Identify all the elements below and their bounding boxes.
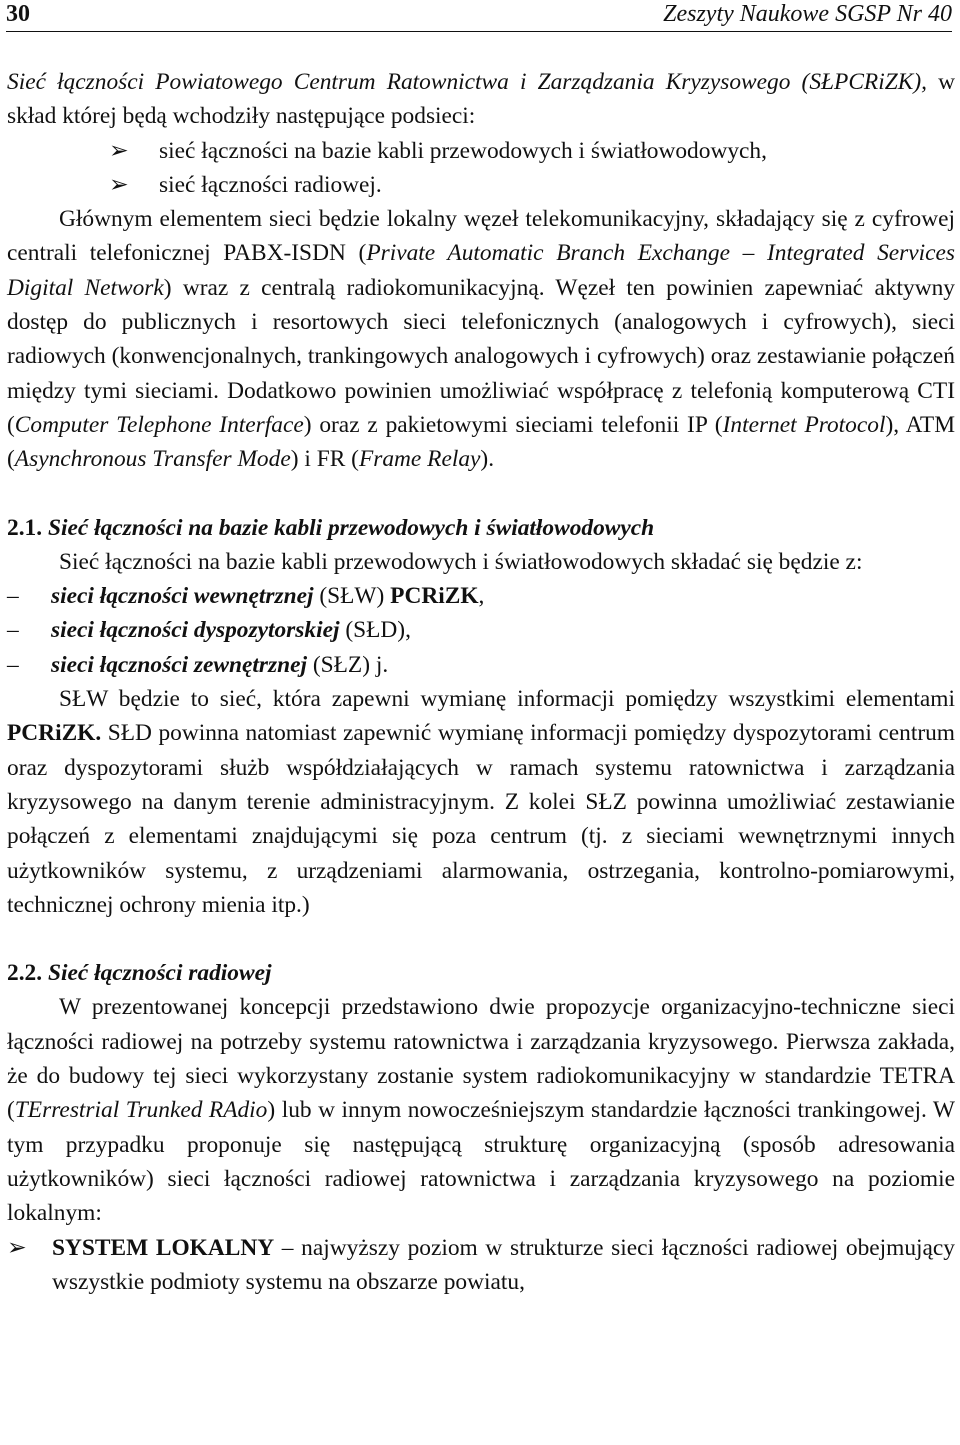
text-run: Frame Relay bbox=[358, 446, 481, 473]
list-item-term: sieci łączności dyspozytorskiej bbox=[51, 617, 340, 644]
text-run: ) wraz z centralą radiokomunikacyjną. Węzeł ten powinien zapewniać aktywny dostęp do publicznych i resortowych sieci telefonicznych (analogowych i cyfrowych), sieci radiowych (konwencjonalnych, trankingowych analogowych i cyfrowych) oraz zestawianie połączeń między tymi sieciami. Dodatkowo powinien umożliwiać współpracę z telefonią komputerową CTI ( bbox=[7, 274, 955, 438]
text-run: ). bbox=[480, 446, 495, 473]
list-item-text: (SŁZ) j. bbox=[307, 651, 389, 678]
text-run: ), ATM ( bbox=[7, 411, 956, 473]
text-run: Computer Telephone Interface bbox=[14, 411, 304, 438]
text-run: Internet Protocol bbox=[722, 411, 886, 438]
list-item bbox=[7, 613, 955, 647]
dash-bullet-icon: – bbox=[7, 583, 19, 610]
page-body bbox=[7, 65, 955, 1299]
text-run: SŁW będzie to sieć, która zapewni wymianę informacji pomiędzy wszystkimi elementami bbox=[59, 686, 955, 713]
list-item-text: , bbox=[478, 583, 485, 610]
arrow-bullet-icon: ➢ bbox=[109, 137, 129, 164]
list-item bbox=[7, 1231, 955, 1300]
page-number: 30 bbox=[6, 1, 30, 27]
list-item-text: – najwyższy poziom w strukturze sieci łączności radiowej obejmujący wszystkie podmioty systemu na obszarze powiatu, bbox=[52, 1234, 956, 1295]
node-description-paragraph bbox=[7, 202, 955, 476]
dash-bullet-icon: – bbox=[7, 651, 19, 678]
section-title: Sieć łączności radiowej bbox=[47, 960, 272, 987]
text-run: ) oraz z pakietowymi sieciami telefonii IP ( bbox=[303, 411, 723, 438]
text-run: W prezentowanej koncepcji przedstawiono dwie propozycje organizacyjno-techniczne sieci łączności radiowej na potrzeby systemu ratownictwa i zarządzania kryzysowego. Pierwsza zakłada, że do budowy tej sieci wykorzystany zostanie system radiokomunikacyjny w standardzie TETRA ( bbox=[7, 994, 955, 1124]
list-item-text: sieć łączności na bazie kabli przewodowych i światłowodowych, bbox=[159, 137, 767, 164]
text-run: TErrestrial Trunked RAdio bbox=[14, 1097, 268, 1124]
text-run: PCRiZK. bbox=[7, 720, 102, 747]
text-run: Głównym elementem sieci będzie lokalny węzeł telekomunikacyjny, składający się z cyfrowej centrali telefonicznej PABX-ISDN ( bbox=[7, 206, 955, 267]
list-item-text: sieć łączności radiowej. bbox=[159, 171, 382, 198]
journal-title: Zeszyty Naukowe SGSP Nr 40 bbox=[663, 1, 952, 27]
spacer bbox=[7, 477, 955, 511]
list-item-term: sieci łączności zewnętrznej bbox=[51, 651, 307, 678]
text-run: ) lub w innym nowocześniejszym standardzie łączności trankingowej. W tym przypadku proponuje się następującą strukturę organizacyjną (sposób adresowania użytkowników) sieci łączności radiowej ratownictwa i zarządzania kryzysowego na poziomie lokalnym: bbox=[7, 1097, 955, 1227]
section-title: Sieć łączności na bazie kabli przewodowych i światłowodowych bbox=[47, 514, 655, 541]
section-intro-paragraph: Sieć łączności na bazie kabli przewodowych i światłowodowych składać się będzie z: bbox=[59, 548, 863, 575]
intro-paragraph bbox=[7, 65, 955, 134]
list-item-text: (SŁD), bbox=[339, 617, 411, 644]
list-item bbox=[7, 168, 955, 202]
arrow-bullet-icon: ➢ bbox=[7, 1234, 27, 1261]
dash-bullet-icon: – bbox=[7, 617, 19, 644]
list-item-term: sieci łączności wewnętrznej bbox=[51, 583, 314, 610]
page-header bbox=[6, 0, 952, 32]
intro-text: w skład której będą wchodziły następujące podsieci: bbox=[7, 69, 955, 130]
list-item bbox=[7, 579, 955, 613]
list-item-text: (SŁW) bbox=[313, 583, 391, 610]
section-number: 2.2. bbox=[7, 960, 43, 987]
text-run: Asynchronous Transfer Mode bbox=[14, 446, 291, 473]
radio-network-paragraph bbox=[7, 990, 955, 1230]
text-run: Private Automatic Branch Exchange – Integrated Services Digital Network bbox=[7, 240, 955, 301]
list-item bbox=[7, 648, 955, 682]
section-heading-2-1 bbox=[7, 511, 955, 545]
network-name: Sieć łączności Powiatowego Centrum Ratownictwa i Zarządzania Kryzysowego (SŁPCRiZK), bbox=[7, 69, 927, 95]
text-run: SŁD powinna natomiast zapewnić wymianę informacji pomiędzy dyspozytorami centrum oraz dyspozytorami służb współdziałających w ramach systemu ratownictwa i zarządzania kryzysowego na danym terenie administracyjnym. Z kolei SŁZ powinna umożliwiać zestawianie połączeń z elementami znajdującymi się poza centrum (tj. z sieciami wewnętrznymi innych użytkowników systemu, z urządzeniami alarmowania, ostrzegania, kontrolno-pomiarowymi, technicznej ochrony mienia itp.) bbox=[7, 720, 955, 918]
list-item-term: SYSTEM LOKALNY bbox=[52, 1234, 275, 1261]
list-item bbox=[7, 134, 955, 168]
section-heading-2-2 bbox=[7, 956, 955, 990]
list-item-acronym: PCRiZK bbox=[390, 583, 479, 610]
networks-description-paragraph bbox=[7, 682, 955, 922]
spacer bbox=[7, 922, 955, 956]
section-number: 2.1. bbox=[7, 514, 43, 541]
text-run: ) i FR ( bbox=[290, 446, 359, 473]
arrow-bullet-icon: ➢ bbox=[109, 171, 129, 198]
